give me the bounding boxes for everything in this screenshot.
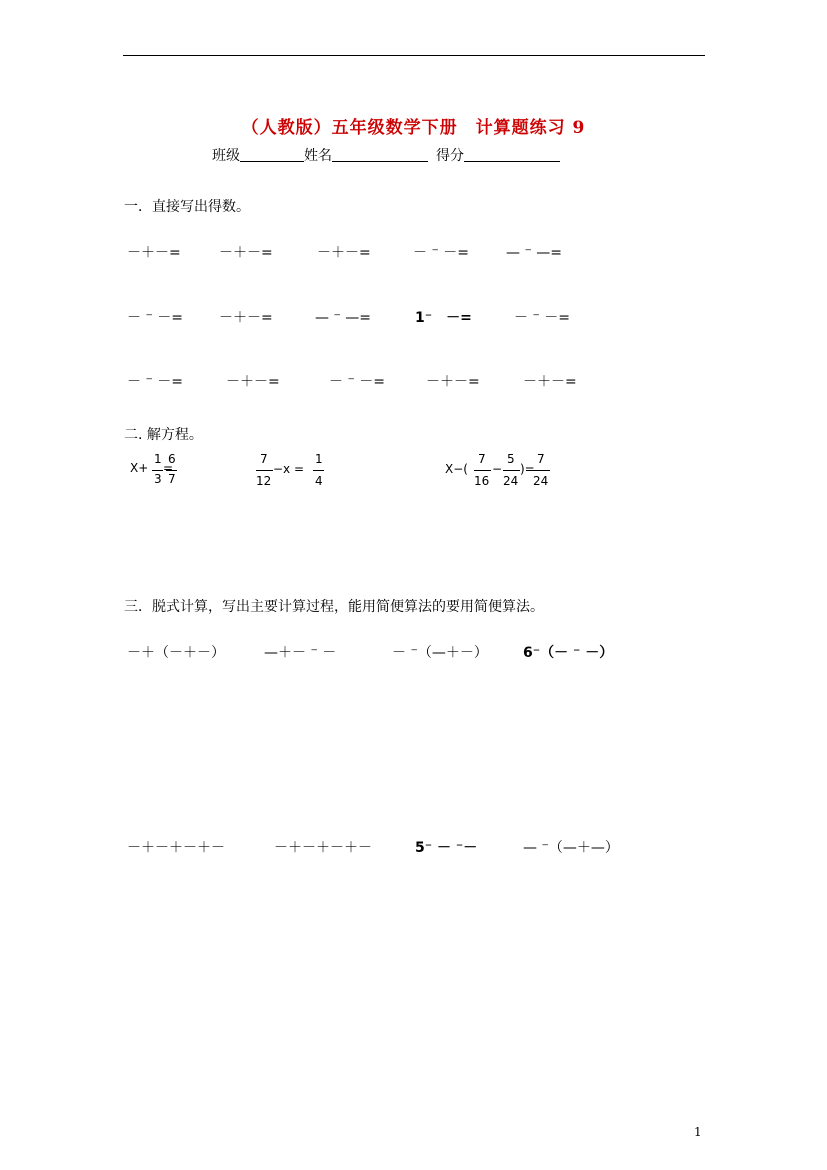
eq3-close: )= bbox=[520, 462, 535, 476]
eq3-bar3 bbox=[533, 470, 550, 471]
eq3-den3: 24 bbox=[533, 474, 549, 488]
s3-r2-e3: 5⁻ － ⁻－ bbox=[415, 840, 478, 856]
eq3-minus: − bbox=[492, 462, 503, 476]
eq2-den1: 12 bbox=[256, 474, 272, 488]
s1-r2-e4: 1⁻ －= bbox=[415, 310, 472, 326]
eq3-den1: 16 bbox=[474, 474, 490, 488]
eq3-bar2 bbox=[503, 470, 520, 471]
score-label: 得分 bbox=[436, 148, 464, 164]
s1-r2-e2: －＋－= bbox=[219, 310, 273, 326]
s1-r2-e1: － ⁻ －= bbox=[127, 310, 184, 326]
eq1-bar2 bbox=[166, 470, 177, 471]
s1-r1-e1: －＋－= bbox=[127, 245, 181, 261]
score-blank bbox=[464, 147, 560, 162]
s1-r3-e3: － ⁻ －= bbox=[329, 374, 386, 390]
eq1-lead: X+ bbox=[130, 461, 149, 475]
eq2-bar1 bbox=[256, 470, 273, 471]
eq2-bar2 bbox=[313, 470, 324, 471]
page-number: 1 bbox=[694, 1125, 702, 1139]
eq3-num2: 5 bbox=[507, 452, 515, 466]
s1-r2-e3: — ⁻ —= bbox=[315, 310, 372, 326]
eq3-den2: 24 bbox=[503, 474, 519, 488]
s1-r1-e3: －＋－= bbox=[317, 245, 371, 261]
section3-heading: 三．脱式计算，写出主要计算过程，能用简便算法的要用简便算法。 bbox=[124, 599, 544, 615]
s3-r1-e2: —＋－ ⁻ － bbox=[264, 645, 337, 661]
name-label: 姓名 bbox=[304, 148, 332, 164]
s1-r3-e2: －＋－= bbox=[226, 374, 280, 390]
class-label: 班级 bbox=[212, 148, 240, 164]
eq3-num1: 7 bbox=[478, 452, 486, 466]
s1-r1-e2: －＋－= bbox=[219, 245, 273, 261]
s3-r1-e3: － ⁻（—＋－） bbox=[392, 645, 488, 661]
class-blank bbox=[240, 147, 304, 162]
section2-heading: 二. 解方程。 bbox=[124, 427, 203, 443]
eq2-den2: 4 bbox=[315, 474, 323, 488]
page-title: （人教版）五年级数学下册 计算题练习 9 bbox=[241, 118, 586, 138]
eq1-bar1 bbox=[152, 470, 163, 471]
eq1-eq: = bbox=[163, 461, 174, 475]
s1-r2-e5: － ⁻ －= bbox=[514, 310, 571, 326]
s1-r1-e4: － ⁻ －= bbox=[413, 245, 470, 261]
section1-heading: 一．直接写出得数。 bbox=[124, 199, 250, 215]
s1-r3-e5: －＋－= bbox=[523, 374, 577, 390]
eq2-num1: 7 bbox=[260, 452, 268, 466]
s3-r2-e4: — ⁻（—＋—） bbox=[523, 840, 619, 856]
s3-r1-e1: －＋（－＋－） bbox=[127, 645, 225, 661]
eq2-mid: −x = bbox=[273, 462, 305, 476]
name-blank bbox=[332, 147, 428, 162]
eq1-den2: 7 bbox=[168, 472, 176, 486]
student-info-line bbox=[212, 145, 560, 165]
s3-r2-e2: －＋－＋－＋－ bbox=[274, 840, 372, 856]
eq1-num1: 1 bbox=[154, 452, 162, 466]
eq1-num2: 6 bbox=[168, 452, 176, 466]
header-rule bbox=[123, 55, 705, 56]
s1-r3-e4: －＋－= bbox=[426, 374, 480, 390]
s1-r1-e5: — ⁻ —= bbox=[506, 245, 563, 261]
eq3-num3: 7 bbox=[537, 452, 545, 466]
eq2-num2: 1 bbox=[315, 452, 323, 466]
s3-r1-e4: 6⁻（－ ⁻ －） bbox=[523, 645, 614, 661]
s3-r2-e1: －＋－＋－＋－ bbox=[127, 840, 225, 856]
s1-r3-e1: － ⁻ －= bbox=[127, 374, 184, 390]
eq1-den1: 3 bbox=[154, 472, 162, 486]
eq3-lead: X−( bbox=[445, 462, 468, 476]
eq3-bar1 bbox=[474, 470, 491, 471]
